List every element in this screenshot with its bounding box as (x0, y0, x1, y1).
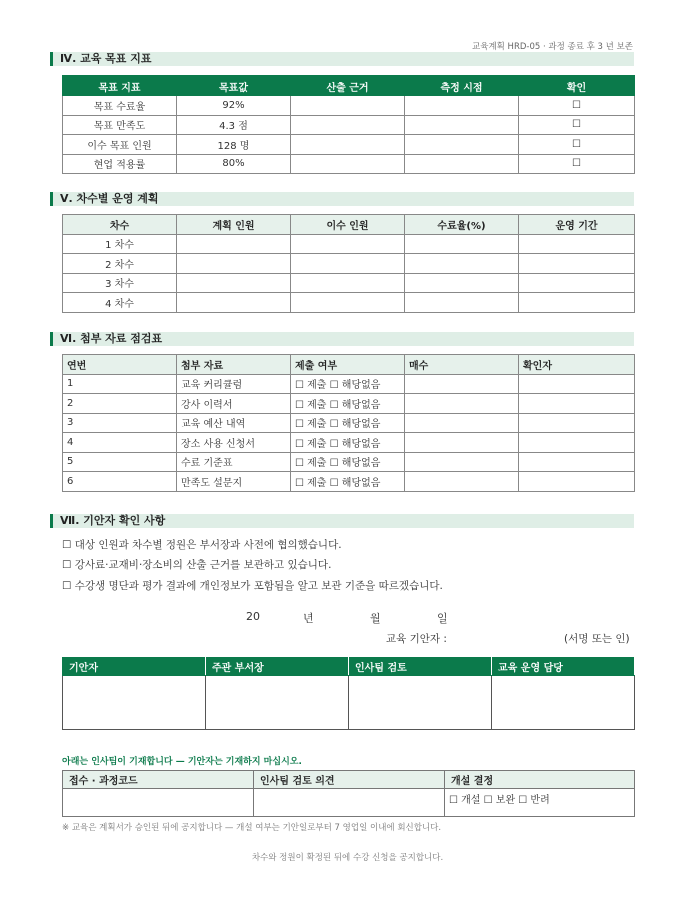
input-cell[interactable] (177, 234, 291, 254)
submission-checkboxes[interactable]: ☐ 제출 ☐ 해당없음 (291, 374, 405, 394)
measure-time-cell[interactable] (405, 115, 519, 135)
target-value: 128 명 (177, 135, 291, 155)
row-number: 6 (63, 472, 177, 492)
session-label: 1 차수 (63, 234, 177, 254)
attachment-checklist-table (62, 354, 635, 492)
approval-sign-box[interactable] (63, 676, 206, 730)
input-cell[interactable] (291, 254, 405, 274)
table-header-row (63, 658, 635, 676)
input-cell[interactable] (405, 273, 519, 293)
approval-header-hr-review: 인사팀 검토 (349, 658, 492, 676)
attachment-name: 만족도 설문지 (177, 472, 291, 492)
table-row (63, 472, 635, 492)
input-cell[interactable] (291, 273, 405, 293)
date-month-label: 월 (370, 612, 381, 625)
submission-checkboxes[interactable]: ☐ 제출 ☐ 해당없음 (291, 472, 405, 492)
date-year-label: 년 (303, 612, 314, 625)
attachment-name: 강사 이력서 (177, 394, 291, 414)
signature-hint[interactable]: (서명 또는 인) (564, 633, 630, 645)
hr-header-decision: 개설 결정 (445, 771, 635, 789)
page-count-cell[interactable] (405, 413, 519, 433)
session-label: 4 차수 (63, 293, 177, 313)
table-row (63, 115, 635, 135)
confirm-item-3[interactable]: ☐ 수강생 명단과 평가 결과에 개인정보가 포함됨을 알고 보관 기준을 따르겠습니다. (62, 580, 443, 592)
col-header: 목표값 (177, 76, 291, 96)
date-day-label: 일 (437, 612, 448, 625)
attachment-name: 교육 커리큘럼 (177, 374, 291, 394)
input-cell[interactable] (177, 293, 291, 313)
submission-checkboxes[interactable]: ☐ 제출 ☐ 해당없음 (291, 433, 405, 453)
session-plan-table (62, 214, 635, 313)
confirm-item-2[interactable]: ☐ 강사료·교재비·장소비의 산출 근거를 보관하고 있습니다. (62, 559, 332, 571)
table-header-row (63, 771, 635, 789)
submission-checkboxes[interactable]: ☐ 제출 ☐ 해당없음 (291, 394, 405, 414)
input-cell[interactable] (405, 234, 519, 254)
approval-header-ops: 교육 운영 담당 (492, 658, 635, 676)
row-number: 1 (63, 374, 177, 394)
submission-checkboxes[interactable]: ☐ 제출 ☐ 해당없음 (291, 413, 405, 433)
confirm-checkbox[interactable]: ☐ (519, 96, 635, 116)
approval-header-dept-head: 주관 부서장 (206, 658, 349, 676)
checker-cell[interactable] (519, 452, 635, 472)
target-value: 4.3 점 (177, 115, 291, 135)
row-number: 4 (63, 433, 177, 453)
input-cell[interactable] (519, 293, 635, 313)
hr-header-opinion: 인사팀 검토 의견 (254, 771, 445, 789)
basis-cell[interactable] (291, 96, 405, 116)
attachment-name: 장소 사용 신청서 (177, 433, 291, 453)
col-header: 운영 기간 (519, 215, 635, 235)
table-row (63, 293, 635, 313)
hr-review-table (62, 770, 635, 817)
attachment-name: 수료 기준표 (177, 452, 291, 472)
measure-time-cell[interactable] (405, 154, 519, 174)
table-row (63, 452, 635, 472)
session-label: 2 차수 (63, 254, 177, 274)
col-header: 계획 인원 (177, 215, 291, 235)
input-cell[interactable] (519, 254, 635, 274)
session-label: 3 차수 (63, 273, 177, 293)
col-header: 제출 여부 (291, 355, 405, 375)
hr-header-code: 접수 · 과정코드 (63, 771, 254, 789)
page-count-cell[interactable] (405, 394, 519, 414)
indicator-name: 목표 만족도 (63, 115, 177, 135)
checker-cell[interactable] (519, 394, 635, 414)
confirm-checkbox[interactable]: ☐ (519, 115, 635, 135)
row-number: 2 (63, 394, 177, 414)
hr-only-note: 아래는 인사팀이 기재합니다 — 기안자는 기재하지 마십시오. (62, 757, 302, 767)
signer-label: 교육 기안자 : (386, 633, 447, 645)
input-cell[interactable] (519, 273, 635, 293)
footnote: ※ 교육은 계획서가 승인된 뒤에 공지합니다 — 개설 여부는 기안일로부터 7 영업일 이내에 회신합니다. (62, 823, 442, 833)
section-5-header (50, 192, 634, 206)
section-7-header (50, 514, 634, 528)
table-header-row (63, 215, 635, 235)
retention-note: 교육계획 HRD-05 · 과정 종료 후 3 년 보존 (472, 42, 633, 52)
row-number: 3 (63, 413, 177, 433)
hr-decision-checkboxes[interactable]: ☐ 개설 ☐ 보완 ☐ 반려 (445, 789, 635, 817)
col-header: 측정 시점 (405, 76, 519, 96)
goal-indicator-table (62, 75, 635, 174)
indicator-name: 현업 적용률 (63, 154, 177, 174)
page-count-cell[interactable] (405, 433, 519, 453)
table-row (63, 676, 635, 730)
col-header: 매수 (405, 355, 519, 375)
table-row (63, 234, 635, 254)
target-value: 80% (177, 154, 291, 174)
measure-time-cell[interactable] (405, 96, 519, 116)
indicator-name: 이수 목표 인원 (63, 135, 177, 155)
table-row (63, 96, 635, 116)
table-row (63, 135, 635, 155)
col-header: 산출 근거 (291, 76, 405, 96)
section-4-header (50, 52, 634, 66)
attachment-name: 교육 예산 내역 (177, 413, 291, 433)
target-value: 92% (177, 96, 291, 116)
approval-header-drafter: 기안자 (63, 658, 206, 676)
submission-checkboxes[interactable]: ☐ 제출 ☐ 해당없음 (291, 452, 405, 472)
section-5-title: Ⅴ. 차수별 운영 계획 (60, 192, 159, 205)
checker-cell[interactable] (519, 374, 635, 394)
table-row (63, 273, 635, 293)
table-row (63, 394, 635, 414)
input-cell[interactable] (405, 293, 519, 313)
table-row (63, 154, 635, 174)
input-cell[interactable] (291, 234, 405, 254)
checker-cell[interactable] (519, 413, 635, 433)
input-cell[interactable] (177, 254, 291, 274)
table-header-row (63, 355, 635, 375)
table-row (63, 254, 635, 274)
approval-table (62, 657, 635, 730)
confirm-item-1[interactable]: ☐ 대상 인원과 차수별 정원은 부서장과 사전에 협의했습니다. (62, 539, 342, 551)
confirm-checkbox[interactable]: ☐ (519, 135, 635, 155)
approval-sign-box[interactable] (206, 676, 349, 730)
col-header: 목표 지표 (63, 76, 177, 96)
approval-sign-box[interactable] (349, 676, 492, 730)
table-row (63, 374, 635, 394)
section-7-title: Ⅶ. 기안자 확인 사항 (60, 514, 166, 527)
col-header: 수료율(%) (405, 215, 519, 235)
confirm-checkbox[interactable]: ☐ (519, 154, 635, 174)
input-cell[interactable] (405, 254, 519, 274)
input-cell[interactable] (291, 293, 405, 313)
checker-cell[interactable] (519, 472, 635, 492)
page-count-cell[interactable] (405, 472, 519, 492)
col-header: 연번 (63, 355, 177, 375)
col-header: 확인 (519, 76, 635, 96)
bottom-note: 차수와 정원이 확정된 뒤에 수강 신청을 공지합니다. (251, 853, 444, 863)
approval-sign-box[interactable] (492, 676, 635, 730)
basis-cell[interactable] (291, 154, 405, 174)
hr-code-cell[interactable] (63, 789, 254, 817)
section-4-title: Ⅳ. 교육 목표 지표 (60, 52, 152, 65)
page-count-cell[interactable] (405, 452, 519, 472)
input-cell[interactable] (177, 273, 291, 293)
section-6-header (50, 332, 634, 346)
col-header: 확인자 (519, 355, 635, 375)
basis-cell[interactable] (291, 135, 405, 155)
col-header: 차수 (63, 215, 177, 235)
table-header-row (63, 76, 635, 96)
col-header: 첨부 자료 (177, 355, 291, 375)
date-year[interactable]: 20 (246, 610, 260, 623)
checker-cell[interactable] (519, 433, 635, 453)
table-row (63, 413, 635, 433)
table-row (63, 789, 635, 817)
hr-opinion-cell[interactable] (254, 789, 445, 817)
indicator-name: 목표 수료율 (63, 96, 177, 116)
input-cell[interactable] (519, 234, 635, 254)
basis-cell[interactable] (291, 115, 405, 135)
col-header: 이수 인원 (291, 215, 405, 235)
row-number: 5 (63, 452, 177, 472)
measure-time-cell[interactable] (405, 135, 519, 155)
table-row (63, 433, 635, 453)
page-count-cell[interactable] (405, 374, 519, 394)
section-6-title: Ⅵ. 첨부 자료 점검표 (60, 332, 163, 345)
